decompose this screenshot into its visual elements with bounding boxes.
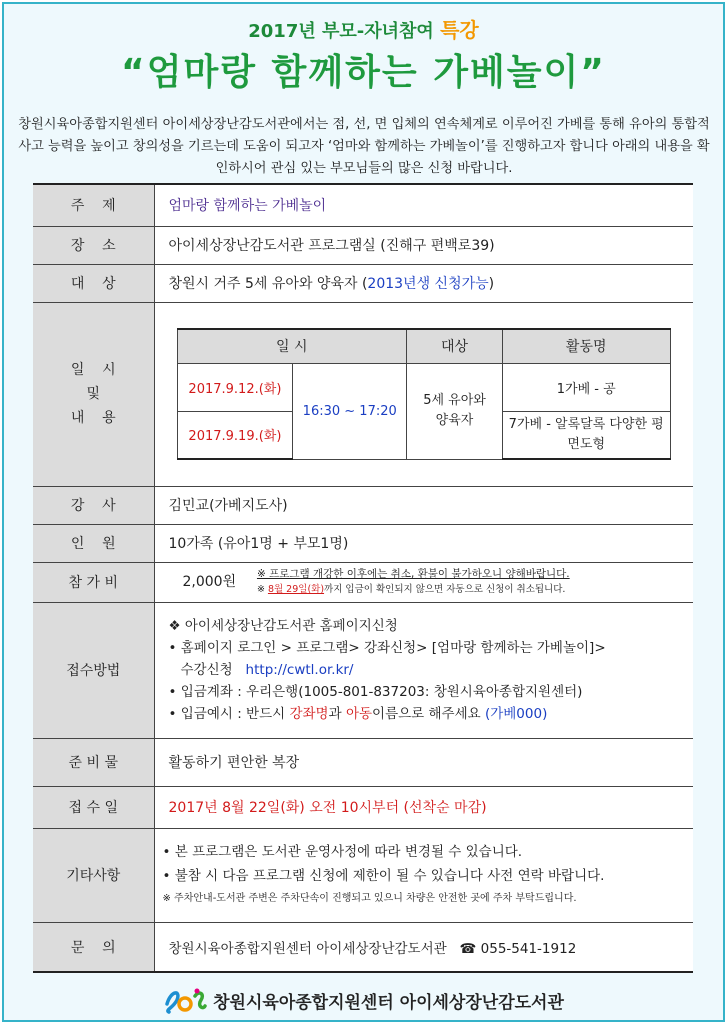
schedule-header-row [177, 329, 670, 363]
page-title: “엄마랑 함께하는 가베놀이” [121, 52, 606, 93]
target-end: ) [488, 276, 495, 292]
label-target: 대 상 [33, 264, 154, 302]
example-prefix: • 입금예시 : 반드시 [168, 706, 290, 722]
row-people [33, 524, 693, 562]
label-instructor: 강 사 [33, 486, 154, 524]
row-instructor [33, 486, 693, 524]
value-etc [154, 828, 693, 922]
schedule-date-2: 2017.9.19.(화) [177, 411, 293, 459]
schedule-label-2: 및 [86, 386, 101, 402]
row-date [33, 786, 693, 828]
apply-item-example [169, 703, 694, 725]
example-course: 강좌명 [289, 706, 329, 722]
value-apply [154, 602, 693, 738]
row-fee [33, 562, 693, 602]
row-target [33, 264, 693, 302]
row-place [33, 226, 693, 264]
fee-note-deadline [257, 582, 570, 597]
value-contact [154, 922, 693, 972]
fee-note-cancel: ※ 프로그램 개강한 이후에는 취소, 환불이 불가하오니 양해바랍니다. [256, 568, 570, 580]
fee-amount: 2,000원 [182, 574, 237, 590]
schedule-date-1: 2017.9.12.(화) [177, 363, 293, 411]
etc-item-parking: ※ 주차안내-도서관 주변은 주차단속이 진행되고 있으니 차량은 안전한 곳에 주차 부탁드립니다. [162, 893, 577, 904]
footer-org-name: 창원시육아종합지원센터 아이세상장난감도서관 [213, 992, 564, 1013]
label-topic: 주 제 [33, 184, 154, 226]
value-date: 2017년 8월 22일(화) 오전 10시부터 (선착순 마감) [154, 786, 693, 828]
value-target [154, 264, 693, 302]
value-prep: 활동하기 편안한 복장 [154, 738, 693, 786]
row-contact [33, 922, 693, 972]
value-place: 아이세상장난감도서관 프로그램실 (진해구 편백로39) [154, 226, 693, 264]
subtitle-text: 2017년 부모-자녀참여 [248, 21, 434, 42]
footer [0, 985, 727, 1015]
label-date: 접 수 일 [33, 786, 154, 828]
value-people: 10가족 (유아1명 + 부모1명) [154, 524, 693, 562]
contact-org: 창원시육아종합지원센터 아이세상장난감도서관 [168, 940, 447, 957]
example-mid2: 이름으로 해주세요 [372, 706, 485, 722]
value-fee [154, 562, 693, 602]
apply-enroll-text: 수강신청 [180, 662, 233, 678]
example-child: 아동 [345, 706, 373, 722]
schedule-activity-1: 1가베 - 공 [502, 363, 670, 411]
schedule-activity-2: 7가베 - 알록달록 다양한 평면도형 [502, 411, 670, 459]
schedule-header-datetime: 일 시 [177, 329, 407, 363]
subtitle-accent: 특강 [440, 18, 479, 42]
target-year: 2013년생 신청가능 [367, 276, 489, 292]
page-subtitle [0, 14, 727, 43]
schedule-table [177, 328, 671, 460]
schedule-header-activity: 활동명 [502, 329, 670, 363]
target-text: 창원시 거주 5세 유아와 양육자 ( [168, 276, 368, 292]
value-instructor: 김민교(가베지도사) [154, 486, 693, 524]
info-table [33, 183, 693, 973]
homepage-link[interactable]: http://cwtl.or.kr/ [245, 662, 354, 678]
label-prep: 준 비 물 [33, 738, 154, 786]
schedule-time: 16:30 ~ 17:20 [293, 363, 407, 459]
intro-paragraph: 창원시육아종합지원센터 아이세상장난감도서관에서는 점, 선, 면 입체의 연속체계로 이루어진 가베를 통해 유아의 통합적 사고 능력을 높이고 창의성을 기르는데 도움이 되고자 ‘엄마와 함께하는 가베놀이’를 진행하고자 합니다 아래의 내용을 확인하시어 관심 있는 부모님들의 많은 신청 바랍니다. [18, 117, 710, 176]
label-people: 인 원 [33, 524, 154, 562]
label-place: 장 소 [33, 226, 154, 264]
row-etc [33, 828, 693, 922]
apply-item-homepage: ❖ 아이세상장난감도서관 홈페이지신청 [168, 618, 398, 634]
schedule-audience: 5세 유아와 양육자 [407, 363, 503, 459]
label-apply: 접수방법 [33, 602, 154, 738]
label-contact: 문 의 [33, 922, 154, 972]
schedule-label-3: 내 용 [70, 410, 116, 426]
apply-list [169, 615, 694, 725]
example-mid: 과 [328, 706, 346, 722]
row-schedule [33, 302, 693, 486]
schedule-label-1: 일 시 [70, 362, 116, 378]
fee-note-date: 8월 29일(화) [267, 584, 325, 595]
value-topic: 엄마랑 함께하는 가베놀이 [154, 184, 693, 226]
apply-item-path-cont [169, 659, 694, 681]
row-prep [33, 738, 693, 786]
row-topic [33, 184, 693, 226]
schedule-header-target: 대상 [407, 329, 503, 363]
contact-phone: 055-541-1912 [480, 940, 577, 957]
value-schedule [154, 302, 693, 486]
label-fee: 참 가 비 [33, 562, 154, 602]
label-schedule [33, 302, 154, 486]
example-format: (가베000) [484, 706, 548, 722]
schedule-row-1 [177, 363, 670, 411]
apply-item-path: • 홈페이지 로그인 > 프로그램> 강좌신청> [엄마랑 함께하는 가베놀이]> [168, 640, 606, 656]
row-apply [33, 602, 693, 738]
center-logo-icon [163, 986, 207, 1014]
phone-icon: ☎ [459, 940, 477, 957]
apply-item-account: • 입금계좌 : 우리은행(1005-801-837203: 창원시육아종합지원센터) [168, 684, 583, 700]
etc-item-absence: • 불참 시 다음 프로그램 신청에 제한이 될 수 있습니다 사전 연락 바랍니다. [162, 868, 605, 884]
label-etc: 기타사항 [33, 828, 154, 922]
fee-note-text: 까지 입금이 확인되지 않으면 자동으로 신청이 취소됩니다. [324, 584, 566, 595]
etc-item-change: • 본 프로그램은 도서관 운영사정에 따라 변경될 수 있습니다. [162, 844, 523, 860]
fee-note-mark: ※ [256, 584, 268, 595]
